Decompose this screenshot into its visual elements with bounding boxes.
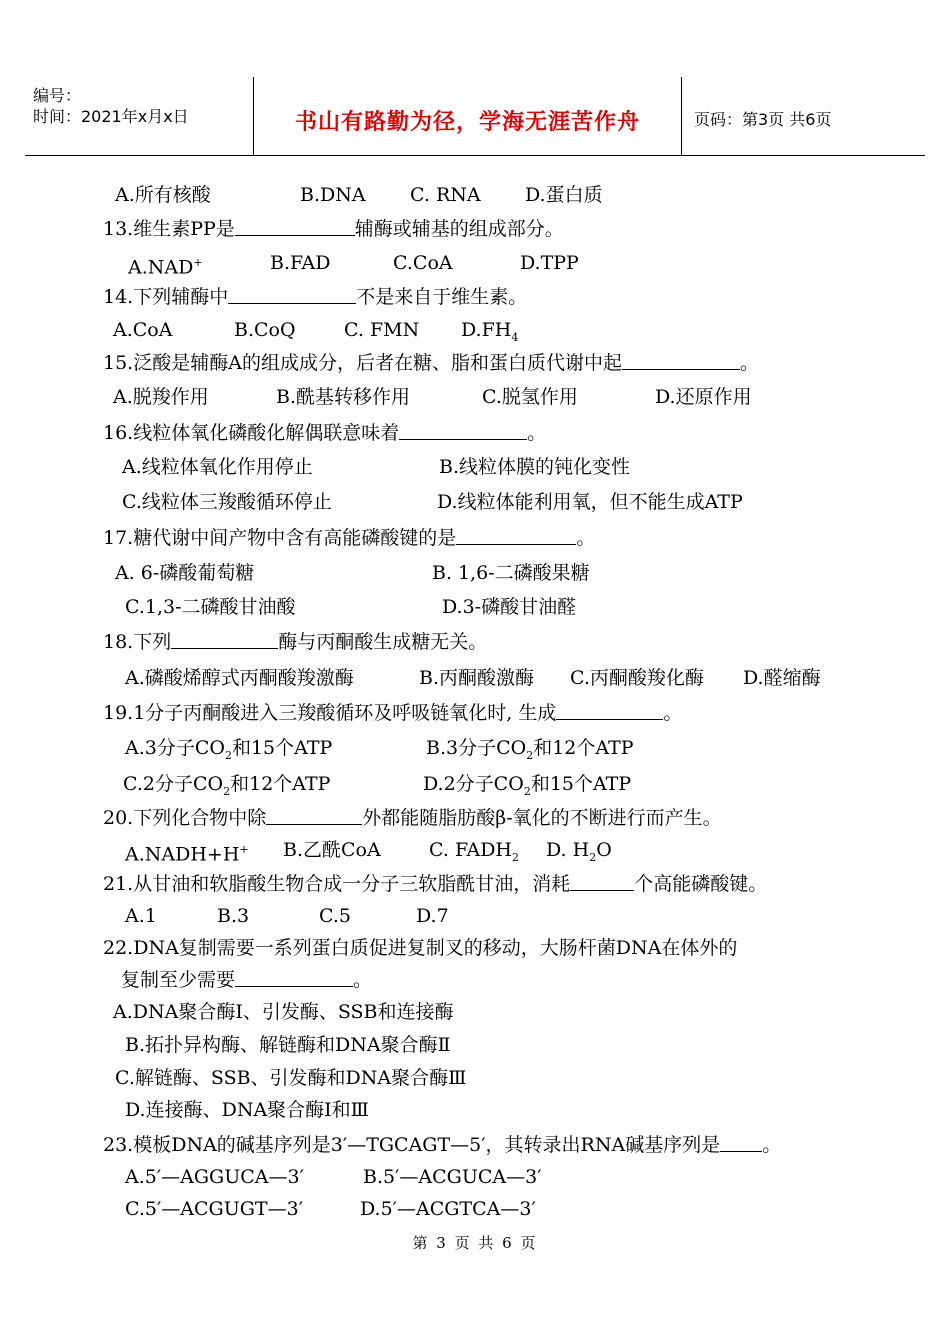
q14-option-d-text: D.FH (461, 319, 512, 341)
q22-stem-line2 (121, 968, 372, 992)
q13-option-a (128, 251, 203, 279)
q14-option-d-sub: 4 (511, 330, 519, 344)
q23-option-b: B.5′—ACGUCA—3′ (363, 1166, 542, 1188)
q13-option-c: C.CoA (393, 252, 453, 274)
q12-option-d: D.蛋白质 (525, 184, 603, 206)
q16-option-d: D.线粒体能利用氧，但不能生成ATP (437, 491, 743, 513)
q17-stem (103, 526, 595, 550)
q23-text: 23.模板DNA的碱基序列是3′—TGCAGT—5′，其转录出RNA碱基序列是 (103, 1134, 721, 1156)
q21-text: 21.从甘油和软脂酸生物合成一分子三软脂酰甘油，消耗 (103, 873, 571, 895)
q13-text-end: 辅酶或辅基的组成部分。 (354, 218, 564, 240)
q13-text: 13.维生素PP是 (103, 218, 235, 240)
q22-text-end: 。 (353, 969, 373, 991)
q19-text-end: 。 (663, 702, 683, 724)
q20-option-b: B.乙酰CoA (283, 839, 381, 861)
q19-option-d (423, 772, 631, 804)
q14-text-end: 不是来自于维生素。 (356, 286, 528, 308)
q12-option-b: B.DNA (300, 184, 366, 206)
q17-text: 17.糖代谢中间产物中含有高能磷酸键的是 (103, 527, 457, 549)
q18-text-end: 酶与丙酮酸生成糖无关。 (278, 631, 488, 653)
q14-blank (228, 285, 356, 304)
q17-option-d: D.3-磷酸甘油醛 (442, 596, 577, 618)
q23-stem (103, 1133, 781, 1157)
q22-option-d: D.连接酶、DNA聚合酶Ⅰ和Ⅲ (125, 1099, 370, 1121)
q22-option-c: C.解链酶、SSB、引发酶和DNA聚合酶Ⅲ (115, 1067, 467, 1089)
q20-option-d (546, 838, 612, 870)
q18-option-d: D.醛缩酶 (743, 667, 821, 689)
q13-stem (103, 217, 564, 241)
q20-text: 20.下列化合物中除 (103, 807, 267, 829)
q19-stem (103, 701, 682, 725)
q14-stem (103, 285, 527, 309)
q19-blank (556, 701, 663, 720)
q22-option-a: A.DNA聚合酶Ⅰ、引发酶、SSB和连接酶 (113, 1001, 454, 1023)
header-motto-cell (253, 77, 682, 155)
q15-blank (622, 351, 740, 370)
q19-text: 19.1分子丙酮酸进入三羧酸循环及呼吸链氧化时, 生成 (103, 702, 557, 724)
q19-option-a-post: 和15个ATP (231, 737, 333, 759)
q12-option-c: C. RNA (410, 184, 481, 206)
q17-option-c: C.1,3-二磷酸甘油酸 (125, 596, 296, 618)
q15-option-d: D.还原作用 (655, 386, 752, 408)
header-number: 编号： (33, 86, 82, 105)
q23-text-end: 。 (762, 1134, 782, 1156)
q21-option-a: A.1 (125, 905, 157, 927)
q16-option-a: A.线粒体氧化作用停止 (122, 456, 313, 478)
q15-option-c: C.脱氢作用 (482, 386, 578, 408)
q20-option-d-pre: D. H (546, 839, 590, 861)
q21-text-end: 个高能磷酸键。 (634, 873, 768, 895)
q17-blank (456, 526, 576, 545)
q14-option-c: C. FMN (344, 319, 420, 341)
q19-option-c-sub: 2 (223, 784, 231, 798)
q21-option-b: B.3 (217, 905, 250, 927)
q17-option-b: B. 1,6-二磷酸果糖 (432, 562, 590, 584)
q15-text: 15.泛酸是辅酶A的组成成分，后者在糖、脂和蛋白质代谢中起 (103, 352, 622, 374)
header-time: 时间：2021年x月x日 (33, 107, 189, 126)
q14-option-b: B.CoQ (234, 319, 296, 341)
q23-option-a: A.5′—AGGUCA—3′ (125, 1166, 304, 1188)
q19-option-d-post: 和15个ATP (530, 773, 632, 795)
q23-option-d: D.5′—ACGTCA—3′ (360, 1198, 536, 1220)
q15-option-b: B.酰基转移作用 (276, 386, 411, 408)
q18-option-a: A.磷酸烯醇式丙酮酸羧激酶 (125, 667, 354, 689)
q13-option-a-sup: + (193, 256, 203, 269)
q22-option-b: B.拓扑异构酶、解链酶和DNA聚合酶Ⅱ (125, 1034, 451, 1056)
q20-option-a-sup: + (239, 843, 249, 856)
q19-option-a-sub: 2 (224, 748, 232, 762)
q20-option-a (125, 838, 249, 866)
q13-option-d: D.TPP (520, 252, 579, 274)
q14-text: 14.下列辅酶中 (103, 286, 229, 308)
q21-blank (570, 872, 634, 891)
q18-option-b: B.丙酮酸激酶 (419, 667, 535, 689)
q19-option-d-pre: D.2分子CO (423, 773, 524, 795)
q14-option-a: A.CoA (113, 319, 173, 341)
header-motto: 书山有路勤为径，学海无涯苦作舟 (294, 110, 640, 135)
q18-stem (103, 630, 487, 654)
q19-option-c (123, 772, 330, 804)
q16-stem (103, 421, 546, 445)
q12-option-a: A.所有核酸 (115, 184, 211, 206)
q20-stem (103, 806, 722, 830)
header-page-cell (682, 77, 925, 155)
q19-option-a (125, 736, 332, 768)
header-page: 页码：第3页 共6页 (694, 110, 832, 129)
q21-stem (103, 872, 767, 896)
q23-blank (720, 1133, 762, 1152)
q20-option-c-text: C. FADH (429, 839, 512, 861)
q19-option-b-sub: 2 (526, 748, 534, 762)
q14-option-d (461, 318, 518, 350)
q20-option-a-text: A.NADH+H (125, 843, 240, 866)
header-info-cell (25, 77, 253, 155)
q15-stem (103, 351, 759, 375)
q13-blank (235, 217, 355, 236)
q20-option-c (429, 838, 519, 870)
q19-option-a-pre: A.3分子CO (125, 737, 225, 759)
q22-blank (235, 968, 353, 987)
q16-text-end: 。 (527, 422, 547, 444)
q16-option-c: C.线粒体三羧酸循环停止 (122, 491, 332, 513)
q21-option-c: C.5 (319, 905, 351, 927)
q18-blank (171, 630, 278, 649)
q20-option-c-sub: 2 (512, 850, 519, 864)
q19-option-c-pre: C.2分子CO (123, 773, 224, 795)
q19-option-b (426, 736, 634, 768)
q17-option-a: A. 6-磷酸葡萄糖 (115, 562, 255, 584)
q20-option-d-sub: 2 (589, 850, 597, 864)
q20-blank (266, 806, 362, 825)
page-header (25, 77, 925, 156)
q16-blank (399, 421, 527, 440)
q16-option-b: B.线粒体膜的钝化变性 (439, 456, 631, 478)
q23-option-c: C.5′—ACGUGT—3′ (125, 1198, 304, 1220)
q20-text-end: 外都能随脂肪酸β-氧化的不断进行而产生。 (362, 807, 722, 829)
q22-stem-line1: 22.DNA复制需要一系列蛋白质促进复制叉的移动，大肠杆菌DNA在体外的 (103, 937, 738, 959)
q21-option-d: D.7 (416, 905, 449, 927)
q13-option-a-text: A.NAD (128, 256, 194, 279)
q19-option-b-post: 和12个ATP (533, 737, 634, 759)
q15-option-a: A.脱羧作用 (113, 386, 209, 408)
q16-text: 16.线粒体氧化磷酸化解偶联意味着 (103, 422, 400, 444)
q13-option-b: B.FAD (270, 252, 331, 274)
page-footer: 第 3 页 共 6 页 (412, 1234, 538, 1252)
q20-option-d-post: O (596, 839, 612, 861)
q15-text-end: 。 (739, 352, 759, 374)
q22-text: 复制至少需要 (121, 969, 236, 991)
q18-text: 18.下列 (103, 631, 172, 653)
q19-option-b-pre: B.3分子CO (426, 737, 527, 759)
q19-option-c-post: 和12个ATP (230, 773, 331, 795)
q17-text-end: 。 (576, 527, 596, 549)
q19-option-d-sub: 2 (523, 784, 531, 798)
q18-option-c: C.丙酮酸羧化酶 (570, 667, 704, 689)
